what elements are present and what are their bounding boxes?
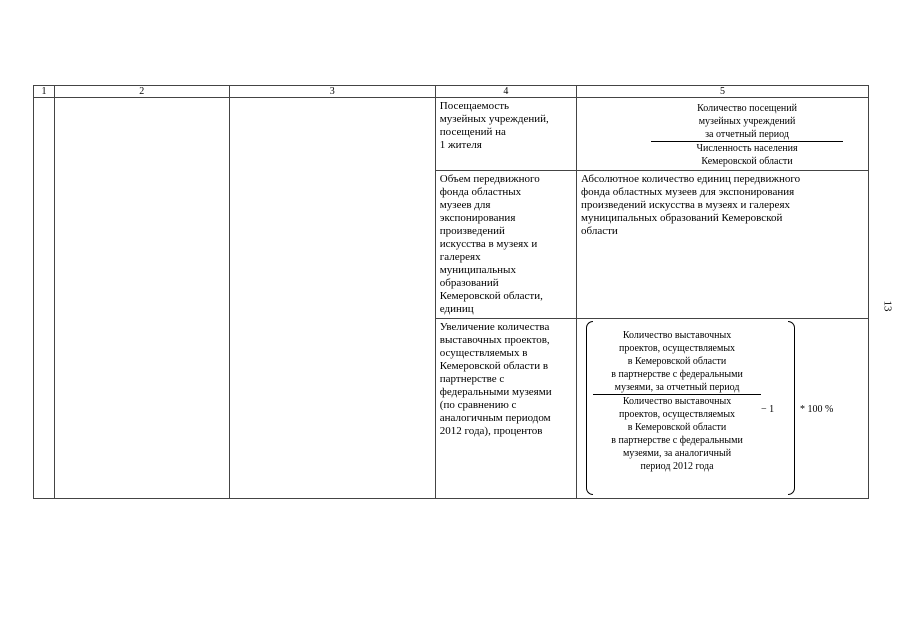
right-parenthesis — [788, 321, 795, 495]
formula-numerator: Количество посещений музейных учреждений за отчетный период — [697, 103, 797, 140]
header-row — [34, 86, 869, 98]
formula-fraction — [593, 329, 761, 473]
header-col-3: 3 — [229, 86, 435, 98]
page-number: 13 — [881, 300, 894, 312]
indicator-name: Посещаемость музейных учреждений, посещений на 1 жителя — [435, 98, 576, 171]
formula-denominator: Количество выставочных проектов, осуществляемых в Кемеровской области в партнерстве с федеральными музеями, за аналогичный период 2012 года — [593, 394, 761, 473]
formula-numerator: Количество выставочных проектов, осуществляемых в Кемеровской области в партнерстве с федеральными музеями, за отчетный период — [611, 330, 743, 393]
formula-cell — [577, 319, 869, 499]
cell-col-3 — [229, 98, 435, 499]
header-col-2: 2 — [54, 86, 229, 98]
header-col-1: 1 — [34, 86, 55, 98]
formula-cell — [577, 98, 869, 171]
header-col-5: 5 — [577, 86, 869, 98]
formula-multiplier: * 100 % — [800, 404, 834, 415]
formula-minus-one: − 1 — [761, 404, 775, 415]
visits-formula — [647, 102, 847, 168]
cell-col-2 — [54, 98, 229, 499]
header-col-4: 4 — [435, 86, 576, 98]
cell-col-1 — [34, 98, 55, 499]
table-row — [34, 98, 869, 171]
left-parenthesis — [586, 321, 593, 495]
indicator-name: Объем передвижного фонда областных музеев для экспонирования произведений искусства в музеях и галереях муниципальных образований Кемеровской области, единиц — [435, 171, 576, 319]
exhibition-formula — [583, 321, 866, 496]
formula-denominator: Численность населения Кемеровской области — [651, 141, 843, 168]
indicator-name: Увеличение количества выставочных проектов, осуществляемых в Кемеровской области в партнерстве с федеральными музеями (по сравнению с аналогичным периодом 2012 года), процентов — [435, 319, 576, 499]
indicators-table — [33, 85, 869, 499]
method-text: Абсолютное количество единиц передвижного фонда областных музеев для экспонирования произведений искусства в музеях и галереях муниципальных образований Кемеровской области — [577, 171, 869, 319]
